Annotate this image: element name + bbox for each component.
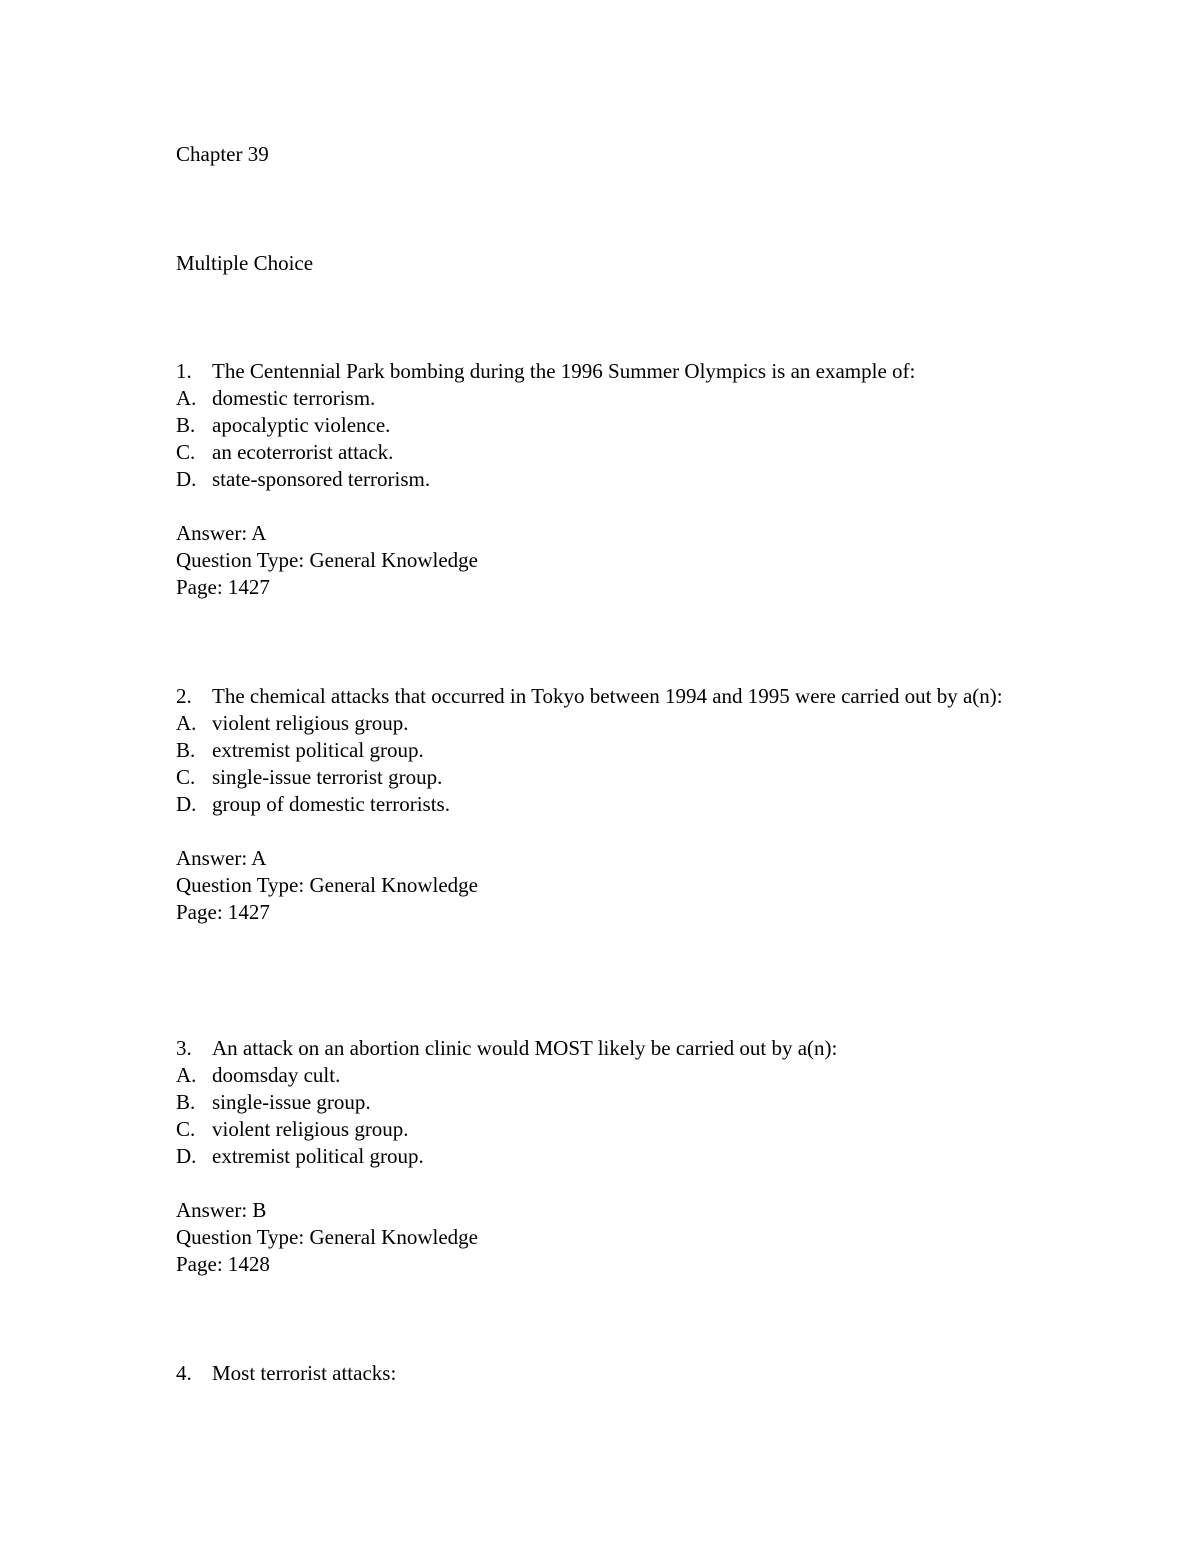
option-text: violent religious group. <box>212 1117 409 1141</box>
option-d <box>176 1143 1056 1170</box>
question-1 <box>176 358 1056 601</box>
option-text: extremist political group. <box>212 738 424 762</box>
answer-block <box>176 845 1056 926</box>
option-text: domestic terrorism. <box>212 386 376 410</box>
question-number: 1. <box>176 359 192 383</box>
option-c <box>176 764 1056 791</box>
question-text: Most terrorist attacks: <box>212 1361 397 1385</box>
option-text: single-issue group. <box>212 1090 371 1114</box>
option-text: state-sponsored terrorism. <box>212 467 431 491</box>
option-letter: C. <box>176 1117 196 1141</box>
answer-line: Answer: B <box>176 1198 267 1222</box>
section-title: Multiple Choice <box>176 251 314 275</box>
answer-block <box>176 520 1056 601</box>
option-letter: C. <box>176 765 196 789</box>
answer-line: Answer: A <box>176 846 267 870</box>
option-text: violent religious group. <box>212 711 409 735</box>
question-stem <box>176 683 1056 710</box>
option-b <box>176 1089 1056 1116</box>
option-text: apocalyptic violence. <box>212 413 391 437</box>
option-d <box>176 466 1056 493</box>
option-text: doomsday cult. <box>212 1063 341 1087</box>
page-reference-line: Page: 1427 <box>176 575 270 599</box>
question-stem <box>176 1360 1056 1387</box>
question-2 <box>176 683 1056 926</box>
option-letter: A. <box>176 711 197 735</box>
option-text: group of domestic terrorists. <box>212 792 450 816</box>
option-text: single-issue terrorist group. <box>212 765 443 789</box>
question-text: An attack on an abortion clinic would MOST likely be carried out by a(n): <box>212 1036 838 1060</box>
question-number: 4. <box>176 1361 192 1385</box>
question-type-line: Question Type: General Knowledge <box>176 548 478 572</box>
question-text: The chemical attacks that occurred in Tokyo between 1994 and 1995 were carried out by a(n): <box>212 684 1003 708</box>
option-letter: A. <box>176 1063 197 1087</box>
option-b <box>176 737 1056 764</box>
answer-block <box>176 1197 1056 1278</box>
option-c <box>176 439 1056 466</box>
question-4 <box>176 1360 1056 1387</box>
option-letter: D. <box>176 1144 197 1168</box>
answer-line: Answer: A <box>176 521 267 545</box>
option-a <box>176 710 1056 737</box>
question-type-line: Question Type: General Knowledge <box>176 1225 478 1249</box>
option-letter: D. <box>176 792 197 816</box>
option-letter: A. <box>176 386 197 410</box>
question-number: 3. <box>176 1036 192 1060</box>
option-letter: B. <box>176 413 196 437</box>
question-stem <box>176 358 1056 385</box>
chapter-title: Chapter 39 <box>176 142 269 166</box>
option-c <box>176 1116 1056 1143</box>
option-d <box>176 791 1056 818</box>
option-a <box>176 385 1056 412</box>
option-a <box>176 1062 1056 1089</box>
option-text: extremist political group. <box>212 1144 424 1168</box>
question-number: 2. <box>176 684 192 708</box>
option-b <box>176 412 1056 439</box>
question-3 <box>176 1035 1056 1278</box>
option-letter: B. <box>176 1090 196 1114</box>
option-letter: C. <box>176 440 196 464</box>
option-letter: D. <box>176 467 197 491</box>
question-stem <box>176 1035 1056 1062</box>
option-text: an ecoterrorist attack. <box>212 440 394 464</box>
page-reference-line: Page: 1427 <box>176 900 270 924</box>
option-letter: B. <box>176 738 196 762</box>
question-text: The Centennial Park bombing during the 1996 Summer Olympics is an example of: <box>212 359 916 383</box>
question-type-line: Question Type: General Knowledge <box>176 873 478 897</box>
page-reference-line: Page: 1428 <box>176 1252 270 1276</box>
